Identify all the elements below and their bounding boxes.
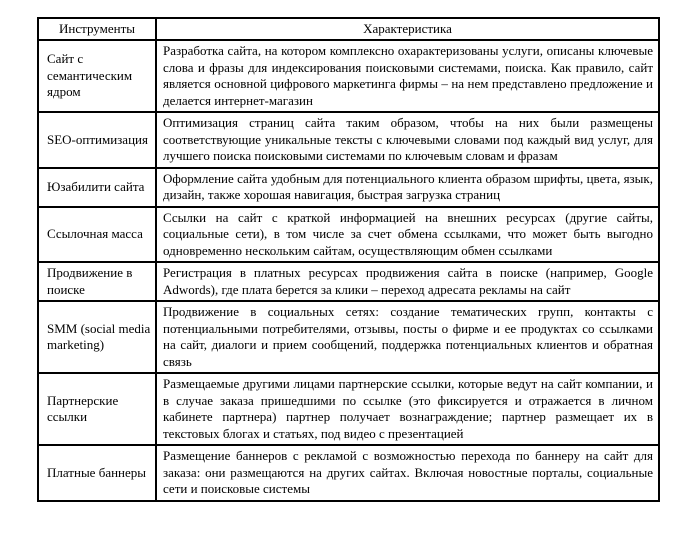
tool-description-cell: Размещение баннеров с рекламой с возможностью перехода по баннеру на сайт для заказа: они размещаются на других сайтах. Включая новостные порталы, социальные сети и поисковые системы — [156, 445, 659, 501]
table-row — [38, 40, 659, 112]
table-row — [38, 207, 659, 263]
column-header-tools: Инструменты — [38, 18, 156, 40]
tool-description-cell: Разработка сайта, на котором комплексно охарактеризованы услуги, описаны ключевые слова и фразы для индексирования поисковыми системами, поиска. Как правило, сайт является основной цифрового маркетинга фирмы – на нем представлено предложение и делается интернет-магазин — [156, 40, 659, 112]
tool-description-cell: Продвижение в социальных сетях: создание тематических групп, контакты с потенциальными потребителями, отзывы, посты о фирме и ее продуктах со ссылками на сайт, диалоги и прием сообщений, поддержка потенциальных клиентов и обратная связь — [156, 301, 659, 373]
tool-name-cell: Продвижение в поиске — [38, 262, 156, 301]
tool-description-cell: Ссылки на сайт с краткой информацией на внешних ресурсах (другие сайты, социальные сети), в том числе за счет обмена ссылками, что может быть выгодно одновременно нескольким сайтам, осуществляющим обмен ссылками — [156, 207, 659, 263]
tool-description-cell: Оптимизация страниц сайта таким образом, чтобы на них были размещены соответствующие уникальные тексты с ключевыми словами под каждый вид услуг, для лучшего поиска поисковыми системами по ключевым словам и фразам — [156, 112, 659, 168]
tool-name-cell: Платные баннеры — [38, 445, 156, 501]
column-header-characteristic: Характеристика — [156, 18, 659, 40]
tool-name-cell: SEO-оптимизация — [38, 112, 156, 168]
table-row — [38, 262, 659, 301]
tool-name-cell: Партнерские ссылки — [38, 373, 156, 445]
tool-name-cell: SMM (social media marketing) — [38, 301, 156, 373]
marketing-tools-table — [37, 17, 660, 502]
table-row — [38, 301, 659, 373]
header-row — [38, 18, 659, 40]
tool-name-cell: Сайт с семантическим ядром — [38, 40, 156, 112]
tool-description-cell: Размещаемые другими лицами партнерские ссылки, которые ведут на сайт компании, и в случае заказа пришедшими по ссылке (это фиксируется и отражается в личном кабинете партнера) партнер получает вознаграждение; партнер размещает их в текстовых блогах и статьях, под видео с презентацией — [156, 373, 659, 445]
document-page — [37, 17, 660, 502]
tool-name-cell: Юзабилити сайта — [38, 168, 156, 207]
tool-description-cell: Оформление сайта удобным для потенциального клиента образом шрифты, цвета, язык, дизайн, также хорошая навигация, быстрая загрузка страниц — [156, 168, 659, 207]
tool-description-cell: Регистрация в платных ресурсах продвижения сайта в поиске (например, Google Adwords), где плата берется за клики – переход адресата рекламы на сайт — [156, 262, 659, 301]
tool-name-cell: Ссылочная масса — [38, 207, 156, 263]
table-row — [38, 445, 659, 501]
table-row — [38, 112, 659, 168]
table-row — [38, 373, 659, 445]
table-row — [38, 168, 659, 207]
